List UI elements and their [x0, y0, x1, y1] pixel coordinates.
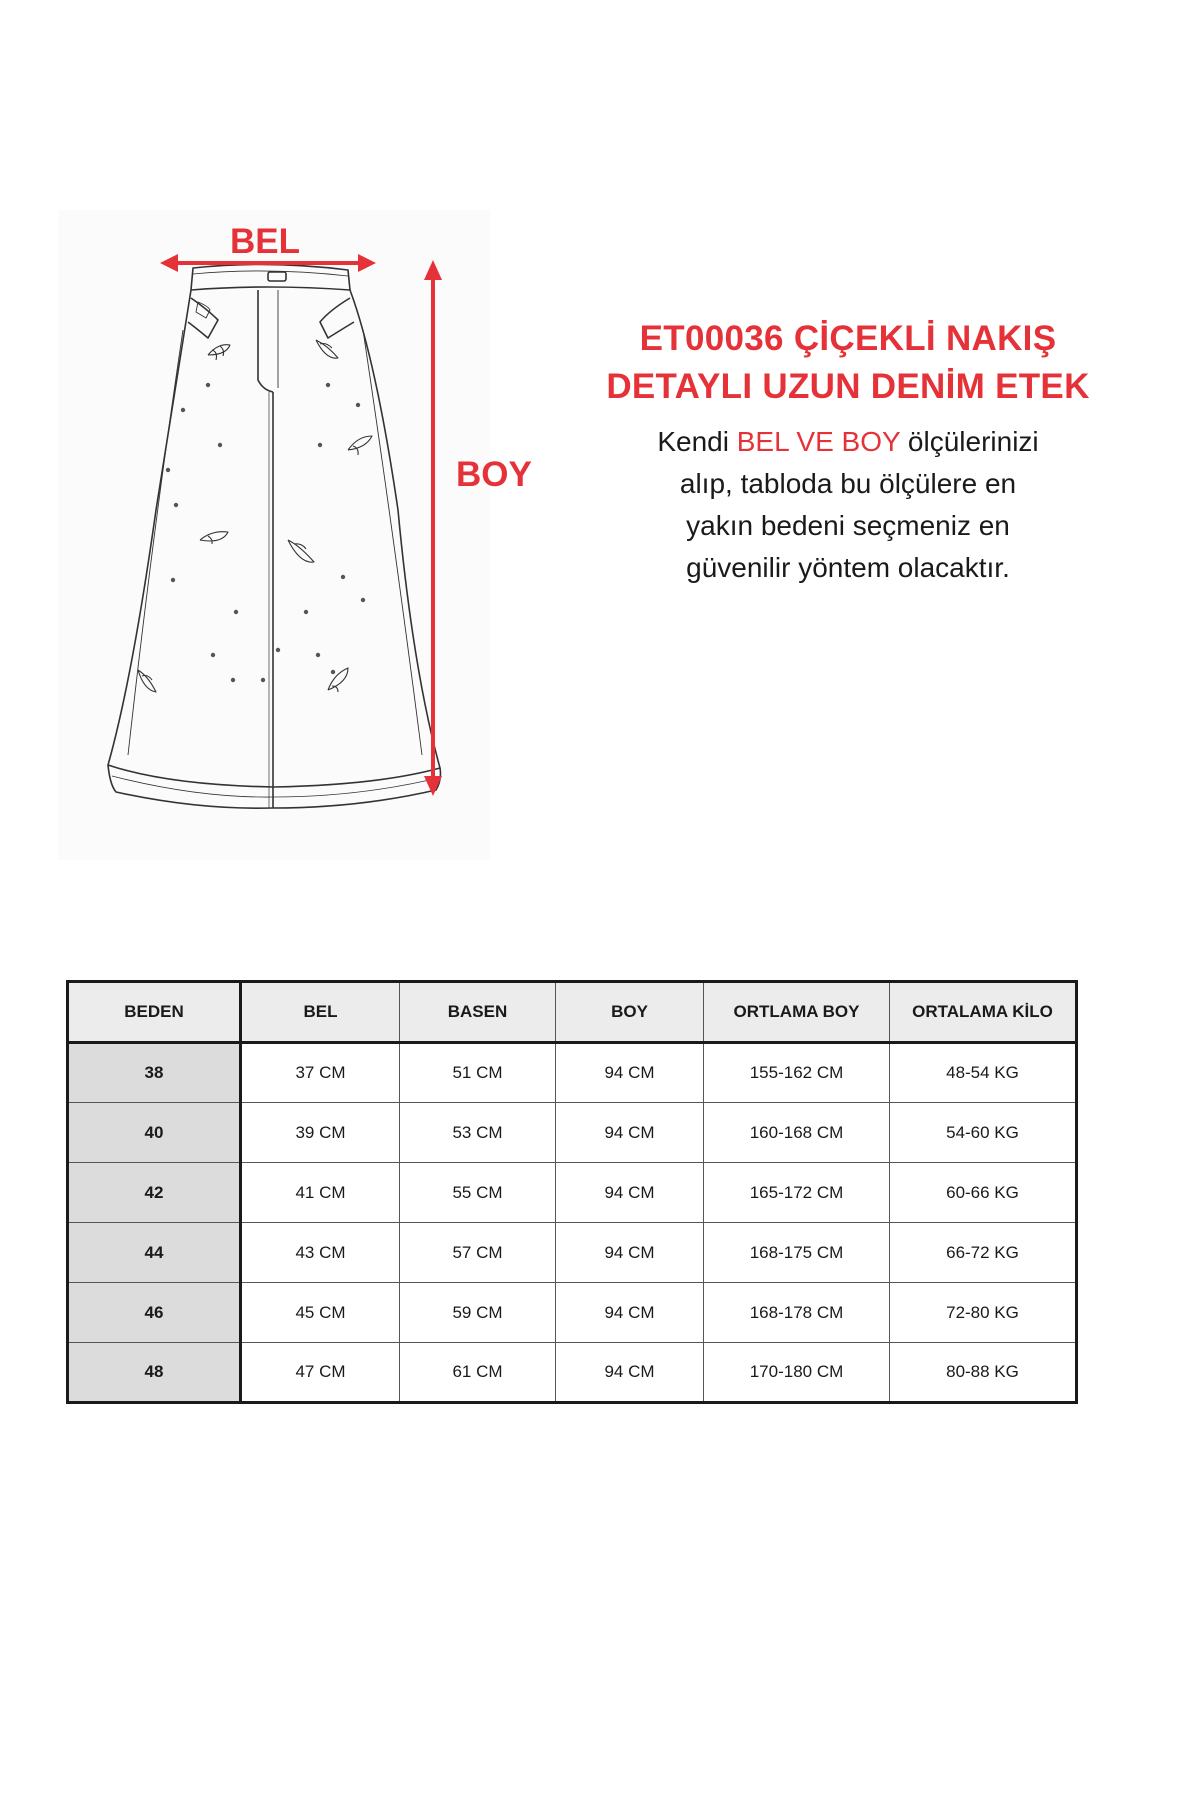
column-header-ortalama-boy: ORTLAMA BOY — [704, 982, 890, 1043]
waist-measure-label: BEL — [230, 222, 300, 261]
hip-cell: 51 CM — [400, 1043, 556, 1103]
table-row — [68, 1283, 1077, 1343]
column-header-boy: BOY — [556, 982, 704, 1043]
column-header-bel: BEL — [241, 982, 400, 1043]
avg-weight-cell: 60-66 KG — [890, 1163, 1077, 1223]
hip-cell: 55 CM — [400, 1163, 556, 1223]
hip-cell: 57 CM — [400, 1223, 556, 1283]
waist-cell: 37 CM — [241, 1043, 400, 1103]
length-cell: 94 CM — [556, 1043, 704, 1103]
avg-height-cell: 168-178 CM — [704, 1283, 890, 1343]
length-cell: 94 CM — [556, 1163, 704, 1223]
avg-weight-cell: 80-88 KG — [890, 1343, 1077, 1403]
length-cell: 94 CM — [556, 1343, 704, 1403]
length-measure-label: BOY — [456, 455, 532, 494]
column-header-ortalama-kilo: ORTALAMA KİLO — [890, 982, 1077, 1043]
waist-cell: 45 CM — [241, 1283, 400, 1343]
product-info — [578, 315, 1118, 589]
size-chart-table — [66, 980, 1078, 1404]
instruction-line-2: alıp, tabloda bu ölçülere en — [679, 468, 1017, 499]
avg-weight-cell: 54-60 KG — [890, 1103, 1077, 1163]
size-cell: 38 — [68, 1043, 241, 1103]
size-cell: 44 — [68, 1223, 241, 1283]
instruction-line-3: yakın bedeni seçmeniz en — [686, 510, 1010, 541]
instruction-line-4: güvenilir yöntem olacaktır. — [686, 552, 1010, 583]
length-cell: 94 CM — [556, 1283, 704, 1343]
table-row — [68, 1043, 1077, 1103]
skirt-sketch-panel — [58, 210, 490, 860]
instruction-line-1: Kendi BEL VE BOY ölçülerinizi — [657, 426, 1039, 457]
column-header-beden: BEDEN — [68, 982, 241, 1043]
avg-height-cell: 168-175 CM — [704, 1223, 890, 1283]
table-row — [68, 1103, 1077, 1163]
hip-cell: 61 CM — [400, 1343, 556, 1403]
table-row — [68, 1223, 1077, 1283]
table-row — [68, 1343, 1077, 1403]
table-row — [68, 1163, 1077, 1223]
avg-weight-cell: 66-72 KG — [890, 1223, 1077, 1283]
size-cell: 48 — [68, 1343, 241, 1403]
product-title-line-1: ET00036 ÇİÇEKLİ NAKIŞ — [639, 319, 1057, 358]
waist-cell: 47 CM — [241, 1343, 400, 1403]
waist-cell: 41 CM — [241, 1163, 400, 1223]
length-cell: 94 CM — [556, 1103, 704, 1163]
size-cell: 46 — [68, 1283, 241, 1343]
table-header-row — [68, 982, 1077, 1043]
avg-weight-cell: 48-54 KG — [890, 1043, 1077, 1103]
avg-weight-cell: 72-80 KG — [890, 1283, 1077, 1343]
measurement-instructions — [578, 421, 1118, 589]
column-header-basen: BASEN — [400, 982, 556, 1043]
avg-height-cell: 160-168 CM — [704, 1103, 890, 1163]
avg-height-cell: 170-180 CM — [704, 1343, 890, 1403]
length-cell: 94 CM — [556, 1223, 704, 1283]
avg-height-cell: 165-172 CM — [704, 1163, 890, 1223]
waist-cell: 39 CM — [241, 1103, 400, 1163]
hip-cell: 53 CM — [400, 1103, 556, 1163]
size-cell: 42 — [68, 1163, 241, 1223]
product-title-line-2: DETAYLI UZUN DENİM ETEK — [606, 367, 1090, 406]
hip-cell: 59 CM — [400, 1283, 556, 1343]
avg-height-cell: 155-162 CM — [704, 1043, 890, 1103]
skirt-illustration — [58, 210, 490, 860]
waist-cell: 43 CM — [241, 1223, 400, 1283]
instruction-highlight: BEL VE BOY — [736, 426, 901, 457]
size-cell: 40 — [68, 1103, 241, 1163]
